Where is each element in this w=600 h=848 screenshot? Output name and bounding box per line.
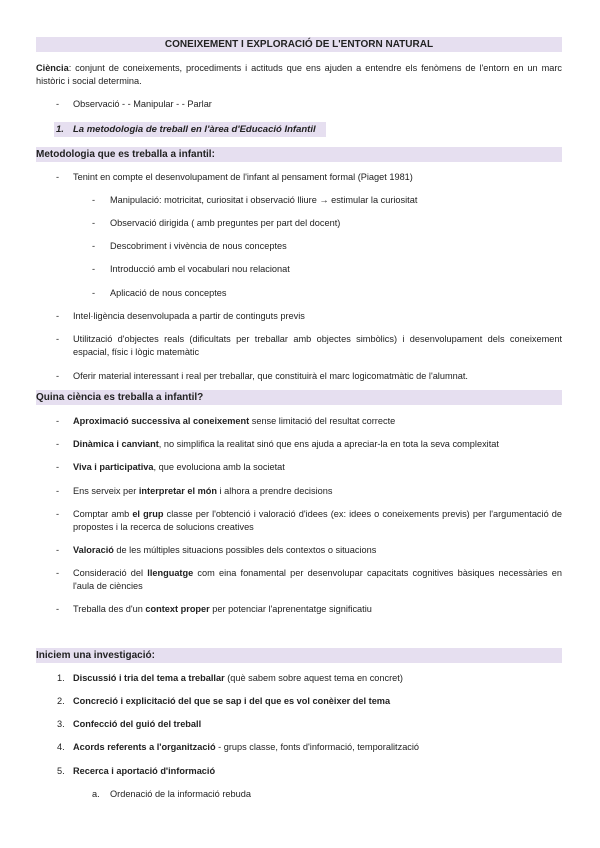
science-item: Comptar amb el grup classe per l'obtenció i valoració d'idees (ex: idees o coneixements previs) per l'argumentació de propostes i la recerca de solucions creatives — [73, 509, 562, 532]
investigation-number: 1. — [57, 673, 65, 683]
methodology-subitem: Introducció amb el vocabulari nou relacionat — [110, 264, 290, 274]
methodology-subitem: Manipulació: motricitat, curiositat i observació lliure → estimular la curiositat — [110, 195, 418, 205]
methodology-item-2: Intel·ligència desenvolupada a partir de continguts previs — [73, 311, 305, 321]
dash-bullet: - — [92, 195, 96, 205]
dash-bullet: - — [56, 334, 60, 344]
page-title: CONEIXEMENT I EXPLORACIÓ DE L'ENTORN NATURAL — [36, 37, 562, 52]
science-item: Viva i participativa, que evoluciona amb la societat — [73, 462, 285, 472]
dash-bullet: - — [56, 99, 60, 109]
intro-term: Ciència — [36, 63, 69, 73]
dash-bullet: - — [56, 545, 60, 555]
investigation-number: 5. — [57, 766, 65, 776]
investigation-subitem: Ordenació de la informació rebuda — [110, 789, 251, 799]
methodology-item-4: Oferir material interessant i real per treballar, que constituirà el marc logicomatmàtic de l'alumnat. — [73, 371, 468, 381]
dash-bullet: - — [56, 172, 60, 182]
investigation-heading: Iniciem una investigació: — [36, 648, 562, 663]
steps-line: Observació - - Manipular - - Parlar — [73, 99, 212, 109]
investigation-item: Recerca i aportació d'informació — [73, 766, 216, 776]
science-item: Treballa des d'un context proper per potenciar l'aprenentatge significatiu — [73, 604, 372, 614]
investigation-subitem-letter: a. — [92, 789, 100, 799]
dash-bullet: - — [56, 462, 60, 472]
dash-bullet: - — [56, 509, 60, 519]
investigation-item: Concreció i explicitació del que se sap i del que es vol conèixer del tema — [73, 696, 391, 706]
dash-bullet: - — [56, 439, 60, 449]
science-heading: Quina ciència es treballa a infantil? — [36, 390, 562, 405]
dash-bullet: - — [56, 486, 60, 496]
dash-bullet: - — [56, 311, 60, 321]
investigation-item: Confecció del guió del treball — [73, 719, 202, 729]
investigation-item: Discussió i tria del tema a treballar (què sabem sobre aquest tema en concret) — [73, 673, 403, 683]
dash-bullet: - — [56, 416, 60, 426]
methodology-subitem: Aplicació de nous conceptes — [110, 288, 227, 298]
science-item: Ens serveix per interpretar el món i alhora a prendre decisions — [73, 486, 333, 496]
dash-bullet: - — [92, 218, 96, 228]
dash-bullet: - — [92, 241, 96, 251]
methodology-subitem: Descobriment i vivència de nous conceptes — [110, 241, 287, 251]
methodology-item-1: Tenint en compte el desenvolupament de l'infant al pensament formal (Piaget 1981) — [73, 172, 413, 182]
methodology-heading: Metodologia que es treballa a infantil: — [36, 147, 562, 162]
intro-paragraph — [36, 62, 562, 88]
investigation-number: 3. — [57, 719, 65, 729]
dash-bullet: - — [92, 264, 96, 274]
dash-bullet: - — [56, 371, 60, 381]
investigation-item: Acords referents a l'organització - grups classe, fonts d'informació, temporalització — [73, 742, 420, 752]
intro-definition: : conjunt de coneixements, procediments i actituds que ens ajuden a entendre els fenòmens de l'entorn en un marc històric i social determina. — [36, 63, 562, 86]
science-item: Dinàmica i canviant, no simplifica la realitat sinó que ens ajuda a apreciar-la en tota la seva complexitat — [73, 439, 499, 449]
science-item: Consideració del llenguatge com eina fonamental per desenvolupar capacitats cognitives bàsiques necessàries en l'aula de ciències — [73, 568, 562, 591]
science-item: Aproximació successiva al coneixement sense limitació del resultat correcte — [73, 416, 396, 426]
science-item: Valoració de les múltiples situacions possibles dels contextos o situacions — [73, 545, 377, 555]
dash-bullet: - — [92, 288, 96, 298]
investigation-number: 4. — [57, 742, 65, 752]
methodology-item-3: Utilització d'objectes reals (dificultats per treballar amb objectes simbòlics) i desenvolupament dels coneixement espacial, físic i lògic matemàtic — [73, 334, 562, 357]
section1-title: La metodologia de treball en l'àrea d'Educació Infantil — [73, 124, 316, 135]
investigation-number: 2. — [57, 696, 65, 706]
dash-bullet: - — [56, 604, 60, 614]
dash-bullet: - — [56, 568, 60, 578]
section1-number: 1. — [56, 124, 64, 135]
methodology-subitem: Observació dirigida ( amb preguntes per part del docent) — [110, 218, 341, 228]
